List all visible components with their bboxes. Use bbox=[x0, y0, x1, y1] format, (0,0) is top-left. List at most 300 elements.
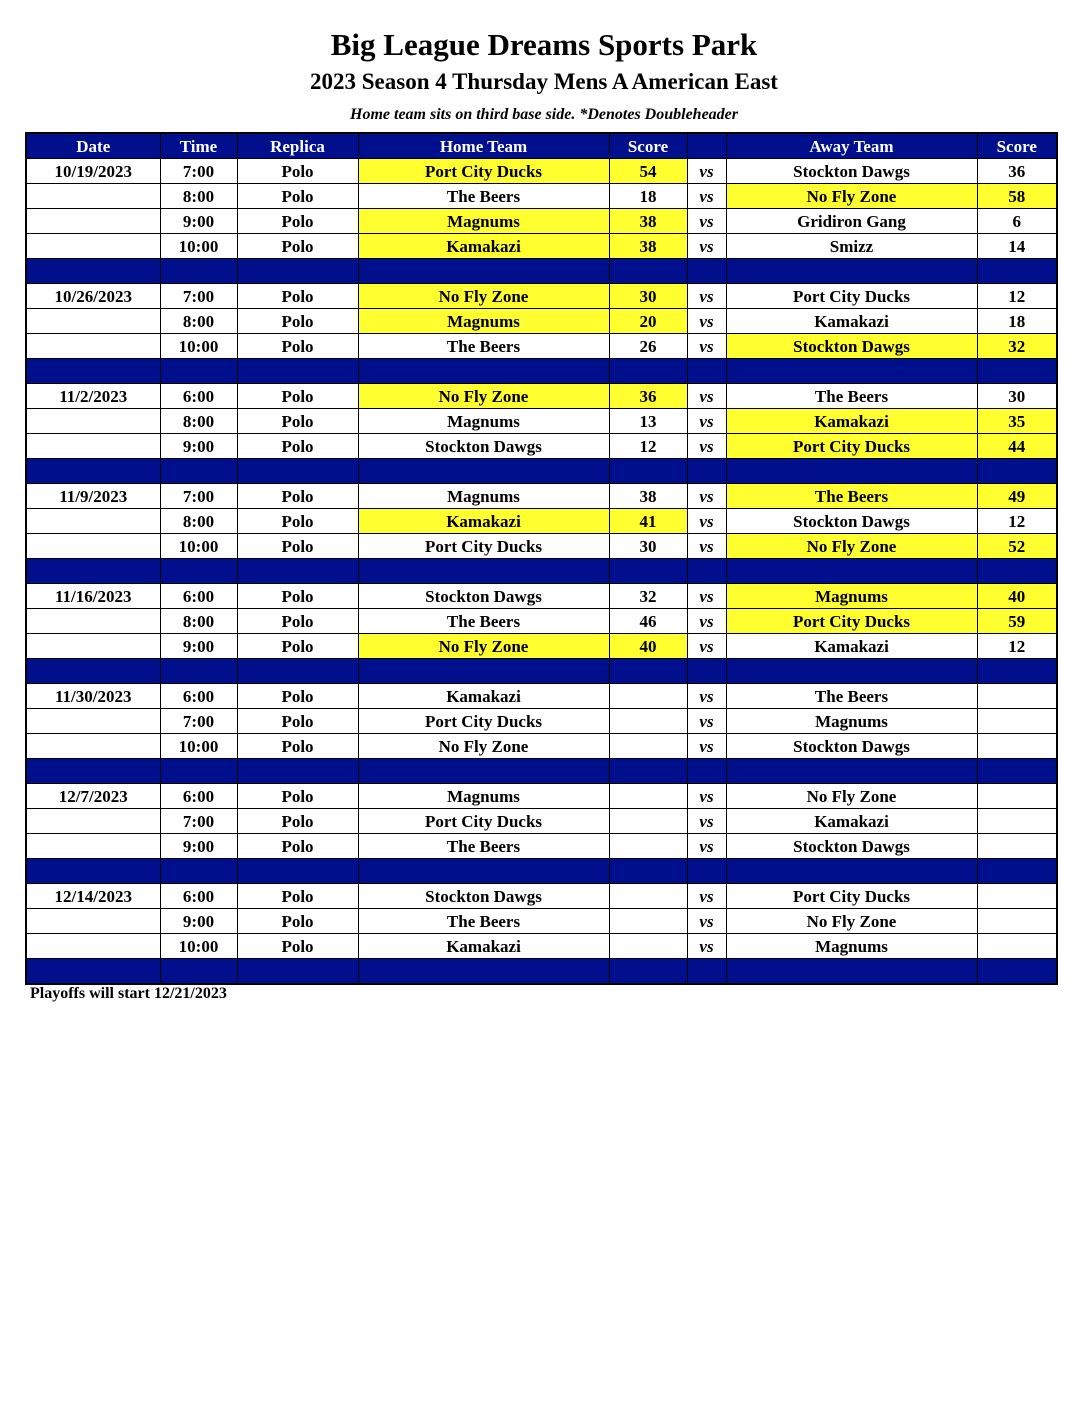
away-team: Magnums bbox=[726, 709, 977, 734]
vs-label: vs bbox=[687, 159, 726, 184]
separator-cell bbox=[237, 559, 358, 584]
game-date bbox=[26, 234, 160, 259]
away-score: 32 bbox=[977, 334, 1057, 359]
away-score bbox=[977, 834, 1057, 859]
away-team: Stockton Dawgs bbox=[726, 334, 977, 359]
vs-label: vs bbox=[687, 934, 726, 959]
game-replica: Polo bbox=[237, 734, 358, 759]
col-header-replica: Replica bbox=[237, 133, 358, 159]
away-score bbox=[977, 709, 1057, 734]
separator-cell bbox=[358, 859, 609, 884]
separator-cell bbox=[237, 959, 358, 985]
game-replica: Polo bbox=[237, 309, 358, 334]
home-team: Kamakazi bbox=[358, 234, 609, 259]
home-score: 20 bbox=[609, 309, 687, 334]
away-team: Port City Ducks bbox=[726, 434, 977, 459]
home-score: 18 bbox=[609, 184, 687, 209]
home-score bbox=[609, 934, 687, 959]
vs-label: vs bbox=[687, 484, 726, 509]
game-time: 6:00 bbox=[160, 784, 237, 809]
table-row bbox=[26, 209, 1057, 234]
game-date bbox=[26, 909, 160, 934]
week-separator-row bbox=[26, 359, 1057, 384]
col-header-away-score: Score bbox=[977, 133, 1057, 159]
table-row bbox=[26, 534, 1057, 559]
home-score bbox=[609, 884, 687, 909]
game-replica: Polo bbox=[237, 434, 358, 459]
col-header-time: Time bbox=[160, 133, 237, 159]
game-date bbox=[26, 534, 160, 559]
table-row bbox=[26, 334, 1057, 359]
home-team: Port City Ducks bbox=[358, 809, 609, 834]
home-team: No Fly Zone bbox=[358, 284, 609, 309]
vs-label: vs bbox=[687, 809, 726, 834]
away-team: Port City Ducks bbox=[726, 884, 977, 909]
game-replica: Polo bbox=[237, 834, 358, 859]
separator-cell bbox=[358, 559, 609, 584]
away-team: Port City Ducks bbox=[726, 284, 977, 309]
game-time: 8:00 bbox=[160, 509, 237, 534]
away-score: 36 bbox=[977, 159, 1057, 184]
away-score: 52 bbox=[977, 534, 1057, 559]
away-team: Stockton Dawgs bbox=[726, 159, 977, 184]
week-separator-row bbox=[26, 259, 1057, 284]
separator-cell bbox=[160, 959, 237, 985]
game-replica: Polo bbox=[237, 534, 358, 559]
separator-cell bbox=[26, 459, 160, 484]
home-score bbox=[609, 909, 687, 934]
separator-cell bbox=[977, 359, 1057, 384]
separator-cell bbox=[609, 359, 687, 384]
away-score bbox=[977, 684, 1057, 709]
game-time: 8:00 bbox=[160, 609, 237, 634]
away-score bbox=[977, 784, 1057, 809]
away-score bbox=[977, 934, 1057, 959]
home-team: Kamakazi bbox=[358, 684, 609, 709]
table-row bbox=[26, 784, 1057, 809]
home-score: 38 bbox=[609, 209, 687, 234]
game-date bbox=[26, 409, 160, 434]
table-row bbox=[26, 234, 1057, 259]
separator-cell bbox=[687, 659, 726, 684]
away-score: 40 bbox=[977, 584, 1057, 609]
away-team: Stockton Dawgs bbox=[726, 509, 977, 534]
home-team: No Fly Zone bbox=[358, 634, 609, 659]
separator-cell bbox=[609, 559, 687, 584]
away-team: The Beers bbox=[726, 684, 977, 709]
table-row bbox=[26, 484, 1057, 509]
game-time: 7:00 bbox=[160, 484, 237, 509]
away-team: No Fly Zone bbox=[726, 784, 977, 809]
home-team: Stockton Dawgs bbox=[358, 434, 609, 459]
home-score bbox=[609, 734, 687, 759]
col-header-away-team: Away Team bbox=[726, 133, 977, 159]
table-row bbox=[26, 584, 1057, 609]
home-score: 46 bbox=[609, 609, 687, 634]
game-replica: Polo bbox=[237, 209, 358, 234]
away-team: The Beers bbox=[726, 384, 977, 409]
game-date: 11/9/2023 bbox=[26, 484, 160, 509]
home-score bbox=[609, 684, 687, 709]
home-team: No Fly Zone bbox=[358, 384, 609, 409]
away-team: Kamakazi bbox=[726, 309, 977, 334]
home-team: The Beers bbox=[358, 834, 609, 859]
separator-cell bbox=[977, 759, 1057, 784]
game-replica: Polo bbox=[237, 409, 358, 434]
home-score: 36 bbox=[609, 384, 687, 409]
game-replica: Polo bbox=[237, 584, 358, 609]
away-score: 30 bbox=[977, 384, 1057, 409]
away-score: 12 bbox=[977, 284, 1057, 309]
separator-cell bbox=[609, 859, 687, 884]
game-date: 10/19/2023 bbox=[26, 159, 160, 184]
table-row bbox=[26, 384, 1057, 409]
separator-cell bbox=[687, 959, 726, 985]
vs-label: vs bbox=[687, 684, 726, 709]
home-score: 30 bbox=[609, 284, 687, 309]
away-score: 44 bbox=[977, 434, 1057, 459]
away-score: 12 bbox=[977, 509, 1057, 534]
game-time: 10:00 bbox=[160, 934, 237, 959]
game-time: 9:00 bbox=[160, 209, 237, 234]
game-time: 6:00 bbox=[160, 384, 237, 409]
game-date bbox=[26, 634, 160, 659]
separator-cell bbox=[726, 959, 977, 985]
game-time: 9:00 bbox=[160, 634, 237, 659]
game-time: 7:00 bbox=[160, 809, 237, 834]
game-time: 7:00 bbox=[160, 284, 237, 309]
schedule-table bbox=[25, 132, 1058, 985]
game-replica: Polo bbox=[237, 634, 358, 659]
table-row bbox=[26, 434, 1057, 459]
separator-cell bbox=[160, 859, 237, 884]
table-row bbox=[26, 634, 1057, 659]
away-score bbox=[977, 884, 1057, 909]
game-time: 8:00 bbox=[160, 184, 237, 209]
separator-cell bbox=[726, 259, 977, 284]
separator-cell bbox=[237, 759, 358, 784]
separator-cell bbox=[237, 459, 358, 484]
away-score: 58 bbox=[977, 184, 1057, 209]
game-replica: Polo bbox=[237, 509, 358, 534]
header-row bbox=[26, 133, 1057, 159]
game-replica: Polo bbox=[237, 684, 358, 709]
separator-cell bbox=[358, 659, 609, 684]
away-score bbox=[977, 734, 1057, 759]
separator-cell bbox=[609, 459, 687, 484]
separator-cell bbox=[687, 359, 726, 384]
season-subtitle: 2023 Season 4 Thursday Mens A American East bbox=[310, 69, 778, 94]
separator-cell bbox=[726, 359, 977, 384]
home-team: No Fly Zone bbox=[358, 734, 609, 759]
game-date bbox=[26, 309, 160, 334]
home-score: 13 bbox=[609, 409, 687, 434]
vs-label: vs bbox=[687, 609, 726, 634]
away-score: 49 bbox=[977, 484, 1057, 509]
game-date bbox=[26, 809, 160, 834]
game-date: 11/16/2023 bbox=[26, 584, 160, 609]
table-row bbox=[26, 884, 1057, 909]
playoffs-note: Playoffs will start 12/21/2023 bbox=[30, 985, 227, 1002]
table-row bbox=[26, 809, 1057, 834]
game-replica: Polo bbox=[237, 234, 358, 259]
home-team: Magnums bbox=[358, 784, 609, 809]
separator-cell bbox=[726, 859, 977, 884]
separator-cell bbox=[160, 459, 237, 484]
away-score bbox=[977, 809, 1057, 834]
game-time: 8:00 bbox=[160, 309, 237, 334]
separator-cell bbox=[358, 359, 609, 384]
separator-cell bbox=[726, 759, 977, 784]
away-team: Kamakazi bbox=[726, 409, 977, 434]
away-team: Gridiron Gang bbox=[726, 209, 977, 234]
vs-label: vs bbox=[687, 734, 726, 759]
vs-label: vs bbox=[687, 209, 726, 234]
game-date bbox=[26, 334, 160, 359]
table-row bbox=[26, 909, 1057, 934]
game-time: 8:00 bbox=[160, 409, 237, 434]
game-date bbox=[26, 609, 160, 634]
away-score bbox=[977, 909, 1057, 934]
separator-cell bbox=[358, 759, 609, 784]
vs-label: vs bbox=[687, 509, 726, 534]
away-team: Smizz bbox=[726, 234, 977, 259]
away-team: No Fly Zone bbox=[726, 184, 977, 209]
week-separator-row bbox=[26, 859, 1057, 884]
game-date: 11/30/2023 bbox=[26, 684, 160, 709]
home-team: Kamakazi bbox=[358, 934, 609, 959]
vs-label: vs bbox=[687, 709, 726, 734]
separator-cell bbox=[977, 459, 1057, 484]
separator-cell bbox=[237, 359, 358, 384]
vs-label: vs bbox=[687, 784, 726, 809]
away-team: No Fly Zone bbox=[726, 909, 977, 934]
home-team: Magnums bbox=[358, 484, 609, 509]
vs-label: vs bbox=[687, 384, 726, 409]
table-row bbox=[26, 709, 1057, 734]
away-score: 35 bbox=[977, 409, 1057, 434]
game-date bbox=[26, 734, 160, 759]
home-score bbox=[609, 784, 687, 809]
separator-cell bbox=[687, 459, 726, 484]
separator-cell bbox=[160, 359, 237, 384]
game-replica: Polo bbox=[237, 909, 358, 934]
separator-cell bbox=[237, 659, 358, 684]
week-separator-row bbox=[26, 959, 1057, 985]
game-time: 6:00 bbox=[160, 584, 237, 609]
col-header-vs bbox=[687, 133, 726, 159]
game-time: 6:00 bbox=[160, 884, 237, 909]
home-score: 38 bbox=[609, 234, 687, 259]
separator-cell bbox=[726, 659, 977, 684]
game-date: 11/2/2023 bbox=[26, 384, 160, 409]
separator-cell bbox=[977, 859, 1057, 884]
game-date: 10/26/2023 bbox=[26, 284, 160, 309]
separator-cell bbox=[26, 959, 160, 985]
home-score bbox=[609, 834, 687, 859]
home-score: 32 bbox=[609, 584, 687, 609]
away-team: No Fly Zone bbox=[726, 534, 977, 559]
game-time: 10:00 bbox=[160, 234, 237, 259]
separator-cell bbox=[237, 259, 358, 284]
separator-cell bbox=[609, 259, 687, 284]
game-time: 9:00 bbox=[160, 834, 237, 859]
vs-label: vs bbox=[687, 884, 726, 909]
page-title: Big League Dreams Sports Park bbox=[330, 27, 758, 62]
table-row bbox=[26, 409, 1057, 434]
table-row bbox=[26, 734, 1057, 759]
table-row bbox=[26, 934, 1057, 959]
away-team: Kamakazi bbox=[726, 634, 977, 659]
home-team: The Beers bbox=[358, 909, 609, 934]
separator-cell bbox=[687, 259, 726, 284]
vs-label: vs bbox=[687, 334, 726, 359]
away-score: 18 bbox=[977, 309, 1057, 334]
away-team: Magnums bbox=[726, 584, 977, 609]
home-score: 26 bbox=[609, 334, 687, 359]
home-team: Stockton Dawgs bbox=[358, 884, 609, 909]
home-team: The Beers bbox=[358, 334, 609, 359]
week-separator-row bbox=[26, 659, 1057, 684]
vs-label: vs bbox=[687, 234, 726, 259]
col-header-home-score: Score bbox=[609, 133, 687, 159]
away-team: Port City Ducks bbox=[726, 609, 977, 634]
separator-cell bbox=[237, 859, 358, 884]
game-date bbox=[26, 209, 160, 234]
game-replica: Polo bbox=[237, 484, 358, 509]
separator-cell bbox=[977, 959, 1057, 985]
game-replica: Polo bbox=[237, 609, 358, 634]
separator-cell bbox=[26, 759, 160, 784]
col-header-home-team: Home Team bbox=[358, 133, 609, 159]
away-team: Kamakazi bbox=[726, 809, 977, 834]
home-score: 30 bbox=[609, 534, 687, 559]
home-team: The Beers bbox=[358, 609, 609, 634]
game-time: 9:00 bbox=[160, 909, 237, 934]
game-date bbox=[26, 834, 160, 859]
table-row bbox=[26, 159, 1057, 184]
game-date bbox=[26, 184, 160, 209]
vs-label: vs bbox=[687, 184, 726, 209]
home-score: 38 bbox=[609, 484, 687, 509]
vs-label: vs bbox=[687, 284, 726, 309]
game-replica: Polo bbox=[237, 159, 358, 184]
home-score bbox=[609, 809, 687, 834]
table-row bbox=[26, 509, 1057, 534]
home-score: 54 bbox=[609, 159, 687, 184]
home-team: Magnums bbox=[358, 409, 609, 434]
game-replica: Polo bbox=[237, 184, 358, 209]
away-team: Magnums bbox=[726, 934, 977, 959]
separator-cell bbox=[358, 259, 609, 284]
vs-label: vs bbox=[687, 909, 726, 934]
game-date bbox=[26, 934, 160, 959]
game-date: 12/14/2023 bbox=[26, 884, 160, 909]
vs-label: vs bbox=[687, 634, 726, 659]
game-time: 6:00 bbox=[160, 684, 237, 709]
week-separator-row bbox=[26, 559, 1057, 584]
separator-cell bbox=[726, 559, 977, 584]
separator-cell bbox=[160, 559, 237, 584]
home-score: 41 bbox=[609, 509, 687, 534]
vs-label: vs bbox=[687, 409, 726, 434]
separator-cell bbox=[609, 659, 687, 684]
vs-label: vs bbox=[687, 434, 726, 459]
vs-label: vs bbox=[687, 584, 726, 609]
away-team: The Beers bbox=[726, 484, 977, 509]
vs-label: vs bbox=[687, 309, 726, 334]
away-score: 59 bbox=[977, 609, 1057, 634]
game-replica: Polo bbox=[237, 334, 358, 359]
separator-cell bbox=[26, 359, 160, 384]
separator-cell bbox=[687, 759, 726, 784]
table-row bbox=[26, 284, 1057, 309]
home-score: 40 bbox=[609, 634, 687, 659]
home-team: Port City Ducks bbox=[358, 709, 609, 734]
home-team: Port City Ducks bbox=[358, 534, 609, 559]
game-replica: Polo bbox=[237, 809, 358, 834]
separator-cell bbox=[609, 959, 687, 985]
table-row bbox=[26, 309, 1057, 334]
game-replica: Polo bbox=[237, 934, 358, 959]
separator-cell bbox=[358, 459, 609, 484]
table-row bbox=[26, 609, 1057, 634]
week-separator-row bbox=[26, 459, 1057, 484]
week-separator-row bbox=[26, 759, 1057, 784]
away-score: 12 bbox=[977, 634, 1057, 659]
table-row bbox=[26, 184, 1057, 209]
game-time: 10:00 bbox=[160, 334, 237, 359]
vs-label: vs bbox=[687, 534, 726, 559]
separator-cell bbox=[160, 259, 237, 284]
game-replica: Polo bbox=[237, 284, 358, 309]
separator-cell bbox=[160, 659, 237, 684]
game-time: 10:00 bbox=[160, 734, 237, 759]
schedule-body bbox=[26, 159, 1057, 985]
game-replica: Polo bbox=[237, 884, 358, 909]
separator-cell bbox=[726, 459, 977, 484]
vs-label: vs bbox=[687, 834, 726, 859]
away-team: Stockton Dawgs bbox=[726, 834, 977, 859]
home-team: Magnums bbox=[358, 209, 609, 234]
table-row bbox=[26, 684, 1057, 709]
home-team: Port City Ducks bbox=[358, 159, 609, 184]
game-date: 12/7/2023 bbox=[26, 784, 160, 809]
away-score: 6 bbox=[977, 209, 1057, 234]
game-replica: Polo bbox=[237, 384, 358, 409]
separator-cell bbox=[358, 959, 609, 985]
home-score bbox=[609, 709, 687, 734]
away-score: 14 bbox=[977, 234, 1057, 259]
game-replica: Polo bbox=[237, 784, 358, 809]
home-team: Magnums bbox=[358, 309, 609, 334]
separator-cell bbox=[609, 759, 687, 784]
col-header-date: Date bbox=[26, 133, 160, 159]
home-score: 12 bbox=[609, 434, 687, 459]
separator-cell bbox=[26, 259, 160, 284]
game-date bbox=[26, 709, 160, 734]
game-time: 9:00 bbox=[160, 434, 237, 459]
home-team: Stockton Dawgs bbox=[358, 584, 609, 609]
game-time: 10:00 bbox=[160, 534, 237, 559]
separator-cell bbox=[687, 559, 726, 584]
game-time: 7:00 bbox=[160, 709, 237, 734]
game-date bbox=[26, 509, 160, 534]
home-team-note: Home team sits on third base side. *Denotes Doubleheader bbox=[350, 106, 738, 123]
table-row bbox=[26, 834, 1057, 859]
separator-cell bbox=[26, 559, 160, 584]
separator-cell bbox=[26, 859, 160, 884]
